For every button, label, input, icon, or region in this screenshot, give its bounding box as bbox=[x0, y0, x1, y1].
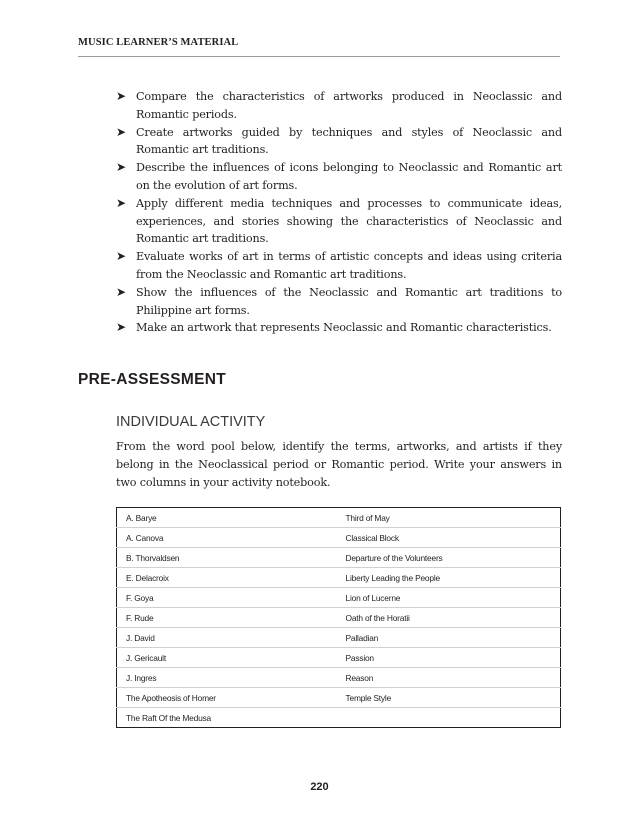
objective-text: Create artworks guided by techniques and styles of Neoclassic and Romantic art traditions. bbox=[136, 125, 562, 157]
table-row bbox=[117, 688, 561, 708]
objective-text: Evaluate works of art in terms of artistic concepts and ideas using criteria from the Neoclassic and Romantic art traditions. bbox=[136, 250, 562, 281]
page-number: 220 bbox=[310, 781, 329, 793]
running-header: MUSIC LEARNER’S MATERIAL bbox=[78, 37, 239, 48]
table-cell: Reason bbox=[339, 668, 561, 688]
table-cell: A. Barye bbox=[117, 508, 339, 528]
table-row bbox=[117, 568, 561, 588]
arrow-bullet-icon: ➤ bbox=[116, 160, 126, 175]
table-cell bbox=[339, 708, 561, 728]
activity-title: INDIVIDUAL ACTIVITY bbox=[116, 414, 266, 430]
table-cell: B. Thorvaldsen bbox=[117, 548, 339, 568]
objective-text: Apply different media techniques and processes to communicate ideas, experiences, and stories showing the characteristics of Neoclassic and Romantic art traditions. bbox=[136, 196, 562, 246]
objective-text: Make an artwork that represents Neoclassic and Romantic characteristics. bbox=[136, 321, 552, 335]
arrow-bullet-icon: ➤ bbox=[116, 124, 126, 139]
table-row bbox=[117, 648, 561, 668]
table-row bbox=[117, 508, 561, 528]
objective-item bbox=[116, 159, 562, 195]
arrow-bullet-icon: ➤ bbox=[116, 249, 126, 264]
table-cell: F. Rude bbox=[117, 608, 339, 628]
table-cell: Departure of the Volunteers bbox=[339, 548, 561, 568]
table-row bbox=[117, 628, 561, 648]
table-cell: Palladian bbox=[339, 628, 561, 648]
table-cell: A. Canova bbox=[117, 528, 339, 548]
arrow-bullet-icon: ➤ bbox=[116, 89, 126, 103]
objective-item bbox=[116, 88, 562, 124]
table-cell: Oath of the Horatii bbox=[339, 608, 561, 628]
table-cell: Third of May bbox=[339, 508, 561, 528]
table-row bbox=[117, 548, 561, 568]
table-cell: Passion bbox=[339, 648, 561, 668]
objective-item bbox=[116, 248, 562, 284]
table-cell: J. David bbox=[117, 628, 339, 648]
arrow-bullet-icon: ➤ bbox=[116, 320, 126, 335]
header-divider bbox=[78, 56, 560, 57]
arrow-bullet-icon: ➤ bbox=[116, 284, 126, 299]
objectives-list bbox=[116, 88, 562, 337]
activity-instructions: From the word pool below, identify the terms, artworks, and artists if they belong in the Neoclassical period or Romantic period. Write your answers in two columns in your activity notebook. bbox=[116, 440, 562, 489]
objective-item bbox=[116, 319, 562, 337]
table-cell: Lion of Lucerne bbox=[339, 588, 561, 608]
word-pool-table bbox=[116, 507, 561, 728]
table-cell: Liberty Leading the People bbox=[339, 568, 561, 588]
table-cell: F. Goya bbox=[117, 588, 339, 608]
table-cell: The Raft Of the Medusa bbox=[126, 712, 211, 723]
section-heading: PRE-ASSESSMENT bbox=[78, 371, 227, 388]
table-row bbox=[117, 528, 561, 548]
table-row bbox=[117, 608, 561, 628]
table-cell: J. Gericault bbox=[117, 648, 339, 668]
objective-text: Compare the characteristics of artworks produced in Neoclassic and Romantic periods. bbox=[136, 90, 562, 121]
table-row bbox=[117, 668, 561, 688]
objective-item bbox=[116, 124, 562, 160]
table-cell: Temple Style bbox=[339, 688, 561, 708]
table-cell: The Apotheosis of Homer bbox=[117, 688, 339, 708]
objective-text: Describe the influences of icons belonging to Neoclassic and Romantic art on the evolution of art forms. bbox=[136, 161, 562, 192]
arrow-bullet-icon: ➤ bbox=[116, 195, 126, 210]
objective-item bbox=[116, 284, 562, 320]
table-cell: Classical Block bbox=[339, 528, 561, 548]
table-cell: J. Ingres bbox=[117, 668, 339, 688]
table-row bbox=[117, 708, 561, 728]
objective-item bbox=[116, 195, 562, 248]
objective-text: Show the influences of the Neoclassic and Romantic art traditions to Philippine art forms. bbox=[136, 285, 562, 317]
table-cell: E. Delacroix bbox=[117, 568, 339, 588]
table-row bbox=[117, 588, 561, 608]
